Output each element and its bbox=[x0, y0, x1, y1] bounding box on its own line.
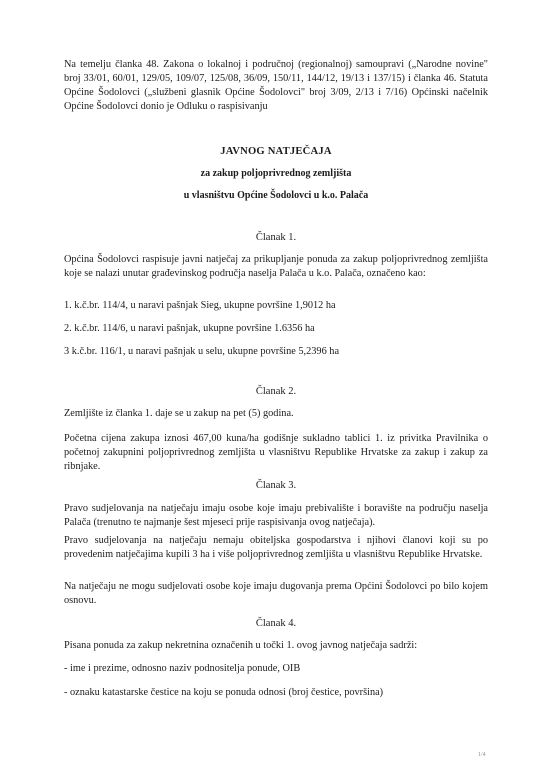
article-2-heading: Članak 2. bbox=[255, 386, 297, 397]
article-4-heading: Članak 4. bbox=[255, 618, 297, 629]
preamble-paragraph: Na temelju članka 48. Zakona o lokalnoj i područnoj (regionalnoj) samoupravi („Narodne novine" broj 33/01, 60/01, 129/05, 109/07, 125/08, 36/09, 150/11, 144/12, 19/13 i 137/15) i članka 46. Statuta Općine Šodolovci („službeni glasnik Općine Šodolovci" broj 3/09, 2/13 i 7/16) Općinski načelnik Općine Šodolovci donio je Odluku o raspisivanju bbox=[64, 59, 488, 112]
article-2-paragraph-2: Početna cijena zakupa iznosi 467,00 kuna/ha godišnje sukladno tablici 1. iz privitka Pravilnika o početnoj zakupnini poljoprivrednog zemljišta u vlasništvu Republike Hrvatske za zakup i zakup za ribnjake. bbox=[64, 433, 488, 472]
article-3-paragraph-1: Pravo sudjelovanja na natječaju imaju osobe koje imaju prebivalište i boravište na području naselja Palača (trenutno te najmanje šest mjeseci prije raspisivanja ovog natječaja). bbox=[64, 503, 488, 528]
document-subtitle-1: za zakup poljoprivrednog zemljišta bbox=[200, 168, 352, 179]
parcel-list-item: 2. k.č.br. 114/6, u naravi pašnjak, ukupne površine 1.6356 ha bbox=[64, 323, 315, 334]
article-4-intro: Pisana ponuda za zakup nekretnina označenih u točki 1. ovog javnog natječaja sadrži: bbox=[64, 640, 418, 651]
article-3-paragraph-3: Na natječaju ne mogu sudjelovati osobe koje imaju dugovanja prema Općini Šodolovci po bilo kojem osnovu. bbox=[64, 581, 488, 606]
article-3-paragraph-2: Pravo sudjelovanja na natječaju nemaju obiteljska gospodarstva i njihovi članovi koji su po provedenim natječajima kupili 3 ha i više poljoprivrednog zemljišta u vlasništvu Republike Hrvatske. bbox=[64, 535, 488, 560]
document-subtitle-2: u vlasništvu Općine Šodolovci u k.o. Palača bbox=[183, 190, 369, 201]
article-2-paragraph-1: Zemljište iz članka 1. daje se u zakup na pet (5) godina. bbox=[64, 408, 294, 419]
page-number: 1/4 bbox=[478, 752, 486, 758]
document-title: JAVNOG NATJEČAJA bbox=[220, 146, 332, 157]
article-1-heading: Članak 1. bbox=[255, 232, 297, 243]
article-1-intro: Općina Šodolovci raspisuje javni natječaj za prikupljanje ponuda za zakup poljoprivrednog zemljišta koje se nalazi unutar građevinskog područja naselja Palača u k.o. Palača, označeno kao: bbox=[64, 254, 488, 279]
parcel-list-item: 1. k.č.br. 114/4, u naravi pašnjak Sieg, ukupne površine 1,9012 ha bbox=[64, 300, 336, 311]
article-3-heading: Članak 3. bbox=[255, 480, 297, 491]
parcel-list-item: 3 k.č.br. 116/1, u naravi pašnjak u selu, ukupne površine 5,2396 ha bbox=[64, 346, 340, 357]
offer-requirement-item: - ime i prezime, odnosno naziv podnositelja ponude, OIB bbox=[64, 663, 301, 674]
offer-requirement-item: - oznaku katastarske čestice na koju se ponuda odnosi (broj čestice, površina) bbox=[64, 687, 384, 698]
